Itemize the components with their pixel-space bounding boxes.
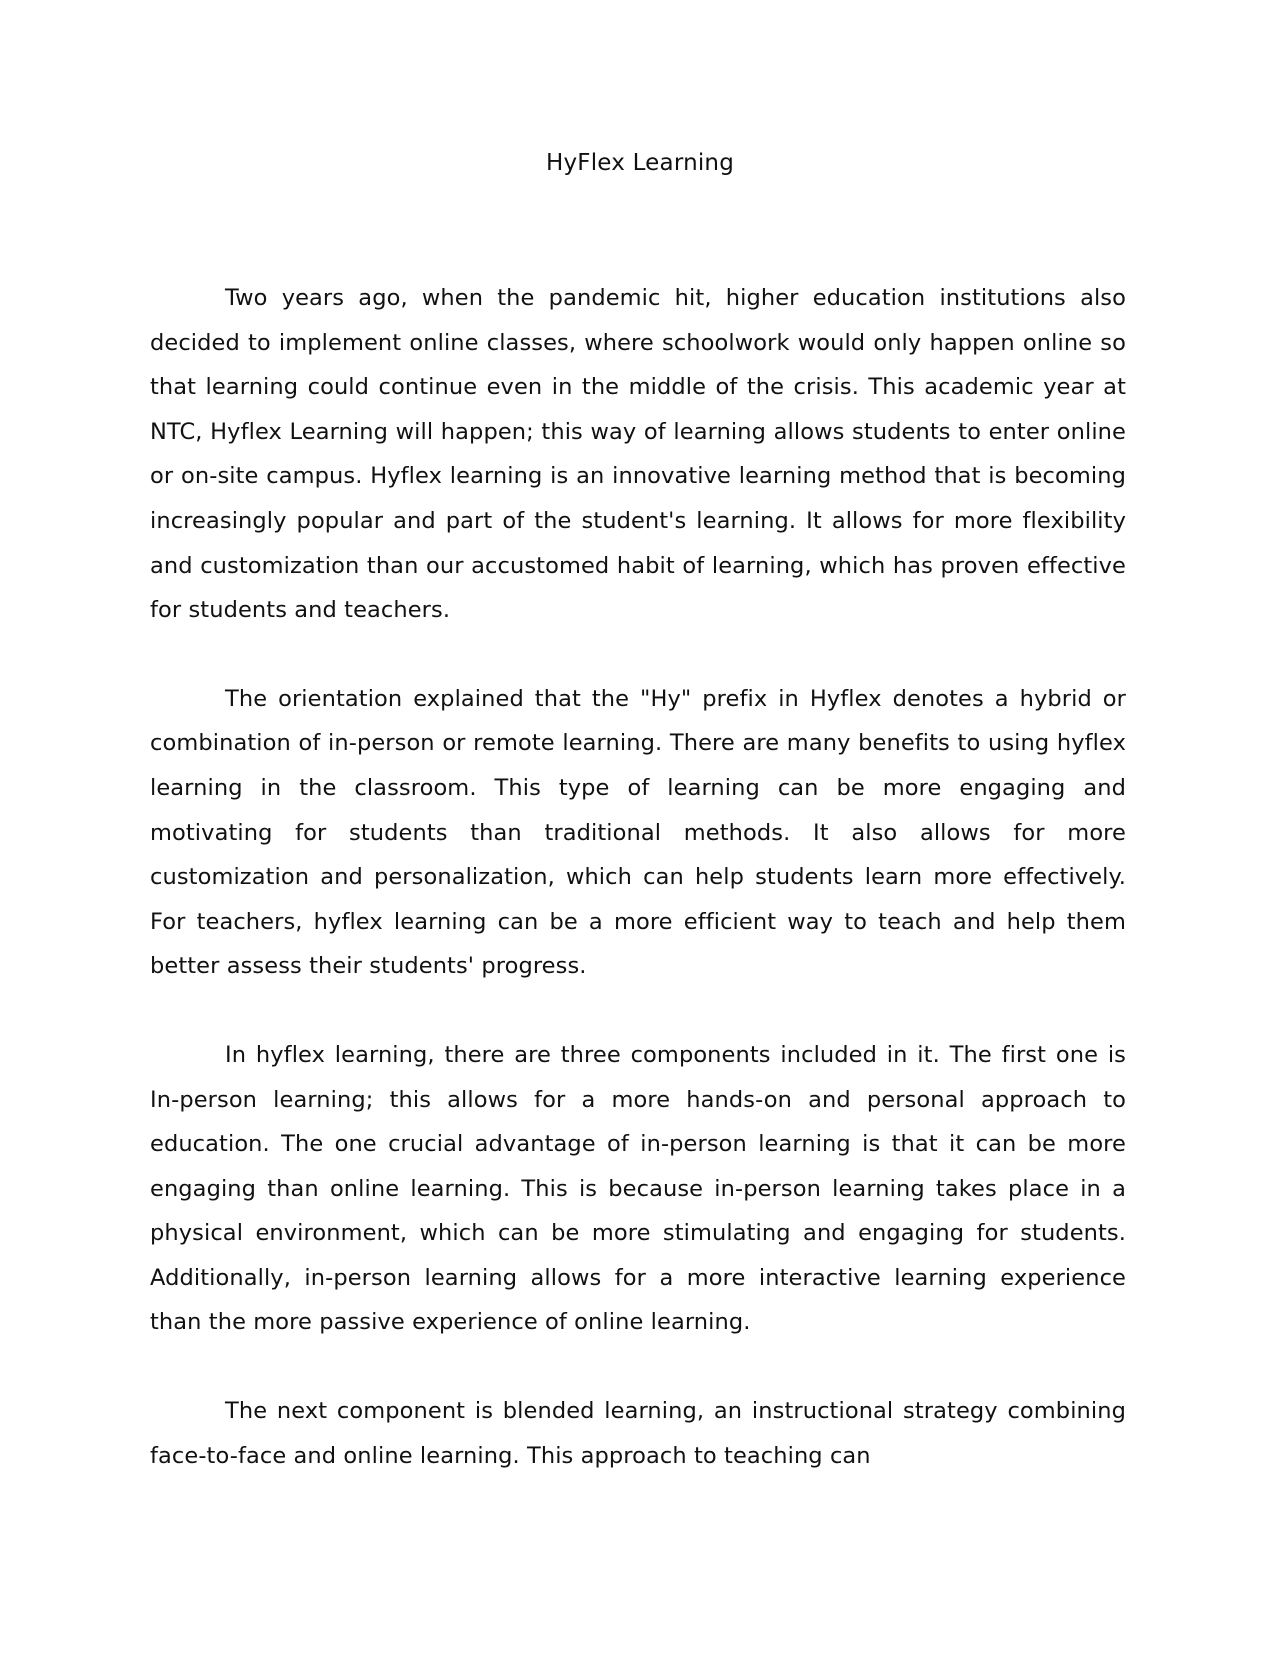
- paragraph-blended-learning: The next component is blended learning, an instructional strategy combining face-to-face and online learning. This approach to teaching can: [150, 1398, 1126, 1469]
- paragraph-pandemic-intro: Two years ago, when the pandemic hit, higher education institutions also decided to implement online classes, where schoolwork would only happen online so that learning could continue even in the middle of the crisis. This academic year at NTC, Hyflex Learning will happen; this way of learning allows students to enter online or on-site campus. Hyflex learning is an innovative learning method that is becoming increasingly popular and part of the student's learning. It allows for more flexibility and customization than our accustomed habit of learning, which has proven effective for students and teachers.: [150, 285, 1126, 624]
- document-title: HyFlex Learning: [545, 150, 735, 176]
- paragraph-in-person-learning: In hyflex learning, there are three components included in it. The first one is In-person learning; this allows for a more hands-on and personal approach to education. The one crucial advantage of in-person learning is that it can be more engaging than online learning. This is because in-person learning takes place in a physical environment, which can be more stimulating and engaging for students. Additionally, in-person learning allows for a more interactive learning experience than the more passive experience of online learning.: [150, 1041, 1126, 1336]
- paragraph-hybrid-definition: The orientation explained that the "Hy" prefix in Hyflex denotes a hybrid or combination of in-person or remote learning. There are many benefits to using hyflex learning in the classroom. This type of learning can be more engaging and motivating for students than traditional methods. It also allows for more customization and personalization, which can help students learn more effectively. For teachers, hyflex learning can be a more efficient way to teach and help them better assess their students' progress.: [150, 685, 1126, 980]
- document-body: [150, 276, 1126, 1478]
